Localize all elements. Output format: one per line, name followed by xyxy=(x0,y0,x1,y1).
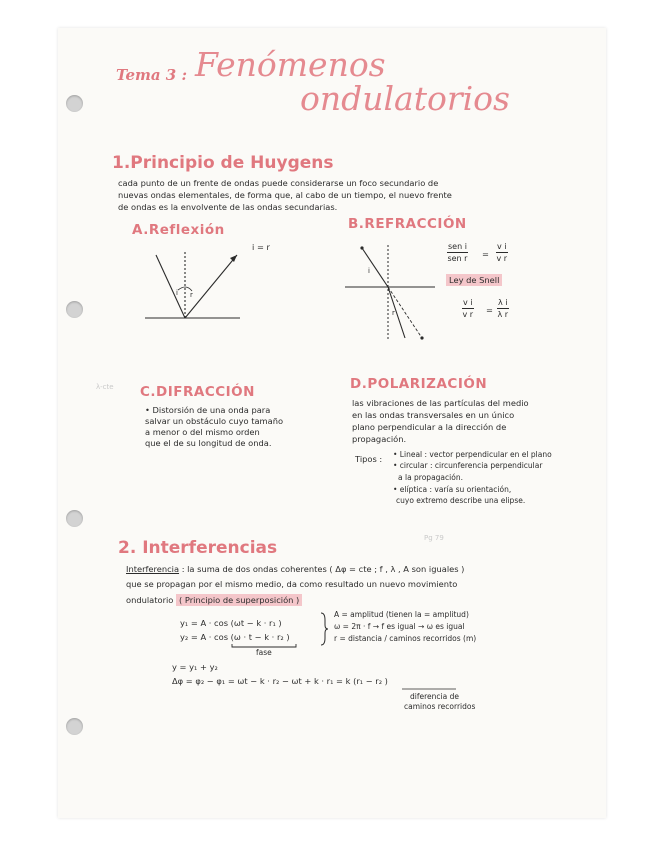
bleed-through-text: Pg 79 xyxy=(424,534,444,542)
legend-line: ω = 2π · f → f es igual → ω es igual xyxy=(334,622,465,631)
wave-equation-1: y₁ = A · cos (ωt − k · r₁ ) xyxy=(180,618,282,628)
angle-i-label: i xyxy=(368,267,370,275)
fraction-lambda: $\frac{\text{λ i}}{\text{λ r}}$ xyxy=(497,298,509,319)
punch-hole xyxy=(66,510,83,527)
punch-hole xyxy=(66,95,83,112)
topic-number: Tema 3 : xyxy=(116,66,187,84)
type-item: • Lineal : vector perpendicular en el plano xyxy=(393,450,552,459)
body-line: en las ondas transversales en un único xyxy=(352,410,515,420)
legend-brace xyxy=(318,611,330,647)
equals-sign: = xyxy=(482,249,489,259)
body-line: propagación. xyxy=(352,434,407,444)
legend-line: A = amplitud (tienen la = amplitud) xyxy=(334,610,469,619)
subsection-heading: A.Reflexión xyxy=(132,222,225,238)
types-label: Tipos : xyxy=(355,454,383,464)
superposition-equation: y = y₁ + y₂ xyxy=(172,662,218,672)
path-difference-note: diferencia de xyxy=(410,692,459,701)
snell-law-label: Ley de Snell xyxy=(446,276,502,284)
path-difference-note: caminos recorridos xyxy=(404,702,476,711)
subsection-heading: D.POLARIZACIÓN xyxy=(350,376,488,392)
snell-fraction-sin: sen i sen r xyxy=(447,242,468,263)
subsection-heading: C.DIFRACCIÓN xyxy=(140,384,255,400)
subsection-heading: B.REFRACCIÓN xyxy=(348,216,467,232)
body-line: plano perpendicular a la dirección de xyxy=(352,422,507,432)
body-line: nuevas ondas elementales, de forma que, al cabo de un tiempo, el nuevo frente xyxy=(118,190,452,200)
type-item: a la propagación. xyxy=(398,473,463,482)
equals-sign: = xyxy=(486,305,493,315)
notebook-page xyxy=(58,28,606,818)
body-line: cada punto de un frente de ondas puede considerarse un foco secundario de xyxy=(118,178,439,188)
punch-hole xyxy=(66,301,83,318)
body-line: que el de su longitud de onda. xyxy=(145,438,272,448)
body-line: ondulatorio ( Principio de superposición ) xyxy=(126,596,302,604)
phase-label: fase xyxy=(256,648,272,657)
page-title-line2: ondulatorios xyxy=(300,79,510,118)
angle-r-label: r xyxy=(190,291,193,299)
reflection-diagram xyxy=(140,235,250,325)
body-line: las vibraciones de las partículas del medio xyxy=(352,398,529,408)
wave-equation-2: y₂ = A · cos (ω · t − k · r₂ ) xyxy=(180,632,290,642)
body-line: salvar un obstáculo cuyo tamaño xyxy=(145,416,284,426)
body-line: de ondas es la envolvente de las ondas secundarias. xyxy=(118,202,338,212)
page-title-line1: Fenómenos xyxy=(195,45,386,84)
type-item: • elíptica : varía su orientación, xyxy=(393,485,512,494)
angle-i-label: i xyxy=(176,289,178,297)
refraction-diagram xyxy=(340,240,440,350)
body-line: a menor o del mismo orden xyxy=(145,427,260,437)
section-heading: 1.Principio de Huygens xyxy=(112,153,334,173)
type-item: cuyo extremo describe una elipse. xyxy=(396,496,526,505)
type-item: • circular : circunferencia perpendicular xyxy=(393,461,543,470)
legend-line: r = distancia / caminos recorridos (m) xyxy=(334,634,477,643)
body-line: • Distorsión de una onda para xyxy=(145,405,271,415)
punch-hole xyxy=(66,718,83,735)
bleed-through-text: λ-cte xyxy=(96,383,114,391)
body-line: Interferencia : la suma de dos ondas coherentes ( Δφ = cte ; f , λ , A son iguales ) xyxy=(126,564,465,574)
angle-r-label: r xyxy=(392,309,395,317)
body-line: que se propagan por el mismo medio, da como resultado un nuevo movimiento xyxy=(126,579,458,589)
reflection-law: i = r xyxy=(252,242,270,252)
fraction-v: $\frac{\text{v i}}{\text{v r}}$ xyxy=(462,298,474,319)
phase-difference-equation: Δφ = φ₂ − φ₁ = ωt − k · r₂ − ωt + k · r₁ = k (r₁ − r₂ ) xyxy=(172,676,388,686)
snell-fraction-v: $\frac{\text{v i}}{\text{v r}}$ xyxy=(496,242,508,263)
section-heading: 2. Interferencias xyxy=(118,538,278,558)
